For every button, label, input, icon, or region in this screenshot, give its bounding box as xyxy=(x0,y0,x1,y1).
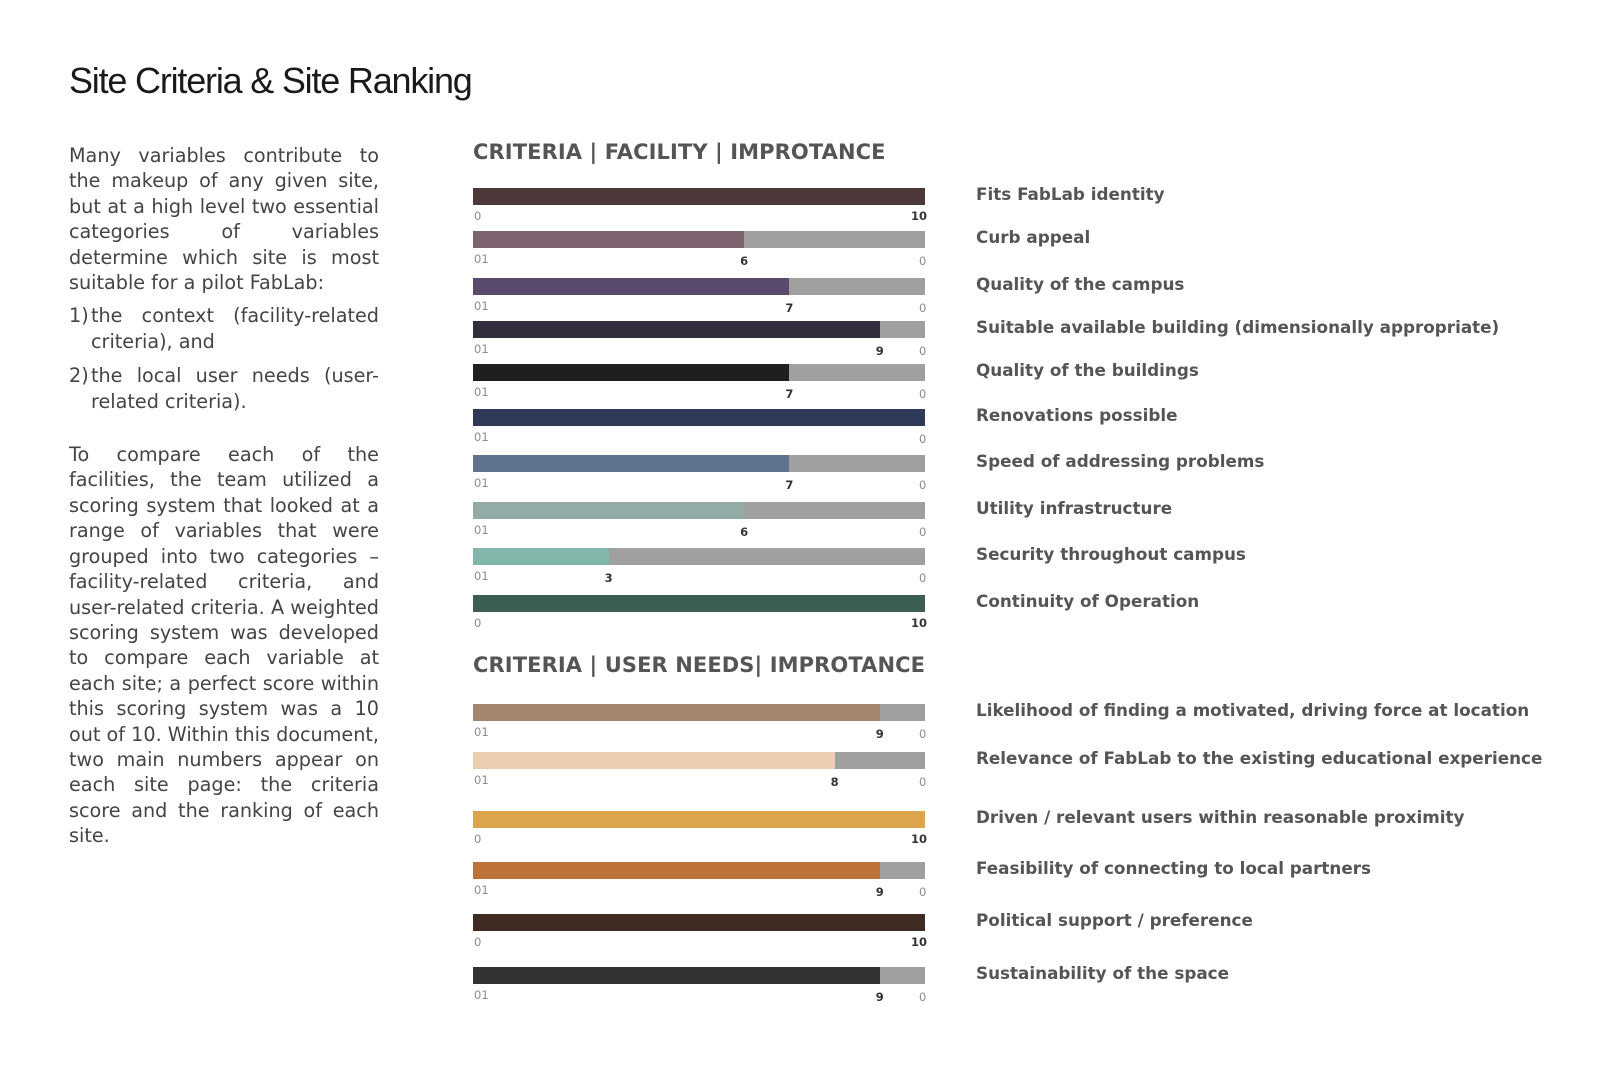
score-bar-fill xyxy=(473,278,789,295)
scale-end-label: 0 xyxy=(919,727,927,741)
criteria-row xyxy=(0,227,1614,271)
user-needs-section-title: CRITERIA | USER NEEDS| IMPROTANCE xyxy=(473,653,926,677)
scale-start-label: 01 xyxy=(474,523,489,537)
criteria-row xyxy=(0,451,1614,495)
score-value-label: 10 xyxy=(911,832,928,846)
criteria-row xyxy=(0,807,1614,851)
score-bar-fill xyxy=(473,704,880,721)
criteria-row xyxy=(0,858,1614,902)
score-bar-track xyxy=(473,595,925,612)
score-bar-fill xyxy=(473,862,880,879)
score-bar-track xyxy=(473,752,925,769)
score-value-label: 9 xyxy=(875,727,884,741)
criteria-label: Speed of addressing problems xyxy=(976,451,1265,471)
list-text: the local user needs (user-related criteria). xyxy=(91,364,379,413)
score-bar-fill xyxy=(473,967,880,984)
criteria-row xyxy=(0,748,1614,792)
criteria-label: Quality of the buildings xyxy=(976,360,1199,380)
criteria-label: Utility infrastructure xyxy=(976,498,1173,518)
scale-start-label: 0 xyxy=(474,616,482,630)
score-bar-track xyxy=(473,502,925,519)
criteria-label: Renovations possible xyxy=(976,405,1178,425)
criteria-label: Sustainability of the space xyxy=(976,963,1229,983)
score-value-label: 10 xyxy=(911,935,928,949)
score-bar-fill xyxy=(473,548,609,565)
score-bar-track xyxy=(473,188,925,205)
score-bar-fill xyxy=(473,595,925,612)
scale-end-label: 0 xyxy=(919,990,927,1004)
score-value-label: 9 xyxy=(875,344,884,358)
scale-start-label: 01 xyxy=(474,252,489,266)
score-bar-fill xyxy=(473,502,744,519)
criteria-row xyxy=(0,544,1614,588)
scale-start-label: 0 xyxy=(474,935,482,949)
scale-start-label: 01 xyxy=(474,430,489,444)
score-value-label: 3 xyxy=(604,571,613,585)
score-bar-track xyxy=(473,704,925,721)
criteria-label: Security throughout campus xyxy=(976,544,1246,564)
scoring-paragraph: To compare each of the facilities, the team utilized a scoring system that looked at a range of variables that were grouped into two categories – facility-related criteria, and user-related criteria. A weighted scoring system was developed to compare each variable at each site; a perfect score within this scoring system was a 10 out of 10. Within this document, two main numbers appear on each site page: the criteria score and the ranking of each site. xyxy=(69,443,379,848)
scale-end-label: 0 xyxy=(919,344,927,358)
scale-start-label: 01 xyxy=(474,725,489,739)
score-value-label: 8 xyxy=(830,775,839,789)
criteria-label: Suitable available building (dimensionally appropriate) xyxy=(976,317,1500,337)
criteria-row xyxy=(0,405,1614,449)
scale-end-label: 0 xyxy=(919,387,927,401)
criteria-label: Political support / preference xyxy=(976,910,1253,930)
criteria-row xyxy=(0,700,1614,744)
criteria-label: Curb appeal xyxy=(976,227,1091,247)
score-bar-fill xyxy=(473,914,925,931)
score-bar-fill xyxy=(473,752,835,769)
score-bar-track xyxy=(473,811,925,828)
scale-end-label: 0 xyxy=(919,432,927,446)
scale-end-label: 0 xyxy=(919,571,927,585)
scale-start-label: 0 xyxy=(474,209,482,223)
scale-start-label: 01 xyxy=(474,773,489,787)
scale-end-label: 0 xyxy=(919,525,927,539)
scale-start-label: 0 xyxy=(474,832,482,846)
scale-start-label: 01 xyxy=(474,476,489,490)
facility-section-title: CRITERIA | FACILITY | IMPROTANCE xyxy=(473,140,886,164)
score-bar-track xyxy=(473,548,925,565)
criteria-row xyxy=(0,498,1614,542)
score-value-label: 10 xyxy=(911,616,928,630)
scale-start-label: 01 xyxy=(474,299,489,313)
score-bar-fill xyxy=(473,188,925,205)
criteria-row xyxy=(0,963,1614,1007)
score-value-label: 10 xyxy=(911,209,928,223)
score-bar-fill xyxy=(473,231,744,248)
scale-end-label: 0 xyxy=(919,775,927,789)
list-text: the context (facility-related criteria), and xyxy=(91,304,379,353)
criteria-row xyxy=(0,184,1614,228)
score-bar-track xyxy=(473,409,925,426)
page-title: Site Criteria & Site Ranking xyxy=(69,60,472,101)
criteria-row xyxy=(0,317,1614,361)
score-bar-track xyxy=(473,914,925,931)
score-value-label: 6 xyxy=(740,254,749,268)
scale-end-label: 0 xyxy=(919,301,927,315)
score-bar-fill xyxy=(473,364,789,381)
criteria-label: Fits FabLab identity xyxy=(976,184,1165,204)
scale-start-label: 01 xyxy=(474,988,489,1002)
criteria-label: Relevance of FabLab to the existing educational experience xyxy=(976,748,1543,768)
scale-end-label: 0 xyxy=(919,254,927,268)
score-bar-track xyxy=(473,862,925,879)
list-number: 1) xyxy=(69,304,89,328)
criteria-label: Continuity of Operation xyxy=(976,591,1200,611)
scale-end-label: 0 xyxy=(919,478,927,492)
score-value-label: 7 xyxy=(785,387,794,401)
score-bar-track xyxy=(473,967,925,984)
list-number: 2) xyxy=(69,364,89,388)
scale-end-label: 0 xyxy=(919,885,927,899)
score-bar-fill xyxy=(473,409,925,426)
criteria-label: Likelihood of finding a motivated, driving force at location xyxy=(976,700,1530,720)
criteria-row xyxy=(0,360,1614,404)
criteria-row xyxy=(0,274,1614,318)
scale-start-label: 01 xyxy=(474,883,489,897)
score-value-label: 9 xyxy=(875,990,884,1004)
scale-start-label: 01 xyxy=(474,385,489,399)
scale-start-label: 01 xyxy=(474,342,489,356)
intro-paragraph: Many variables contribute to the makeup of any given site, but at a high level two essential categories of variables determine which site is most suitable for a pilot FabLab: xyxy=(69,144,379,295)
score-value-label: 7 xyxy=(785,478,794,492)
score-bar-fill xyxy=(473,321,880,338)
score-bar-track xyxy=(473,364,925,381)
score-value-label: 6 xyxy=(740,525,749,539)
score-bar-track xyxy=(473,321,925,338)
criteria-label: Feasibility of connecting to local partners xyxy=(976,858,1372,878)
criteria-label: Driven / relevant users within reasonable proximity xyxy=(976,807,1465,827)
score-bar-fill xyxy=(473,811,925,828)
score-value-label: 7 xyxy=(785,301,794,315)
criteria-row xyxy=(0,910,1614,954)
scale-start-label: 01 xyxy=(474,569,489,583)
score-bar-track xyxy=(473,455,925,472)
score-bar-fill xyxy=(473,455,789,472)
score-value-label: 9 xyxy=(875,885,884,899)
criteria-label: Quality of the campus xyxy=(976,274,1185,294)
score-bar-track xyxy=(473,231,925,248)
score-bar-track xyxy=(473,278,925,295)
criteria-row xyxy=(0,591,1614,635)
